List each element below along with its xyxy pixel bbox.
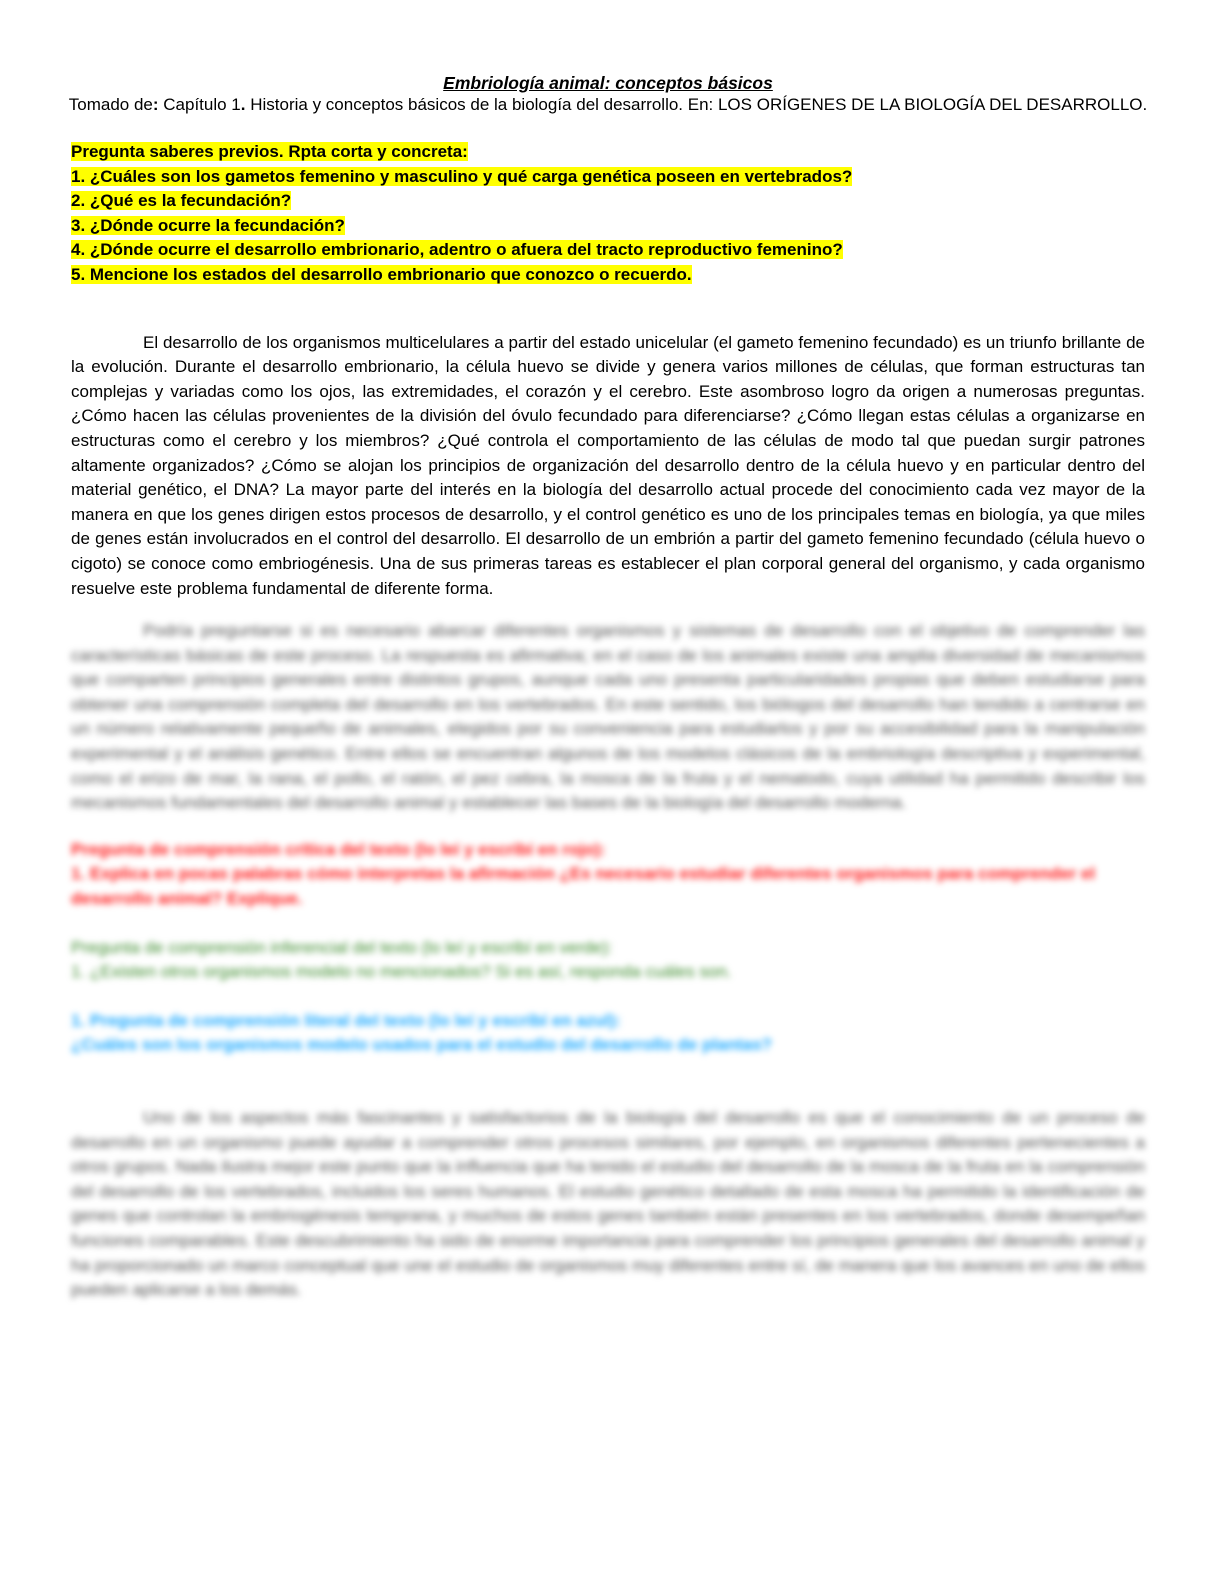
prior-knowledge-questions [71, 140, 1145, 288]
subtitle-prefix: Tomado de [68, 95, 153, 114]
question-item: 3. ¿Dónde ocurre la fecundación? [71, 215, 345, 235]
green-question-body: 1. ¿Existen otros organismos modelo no mencionados? Si es así, responda cuáles son. [71, 962, 732, 982]
blurred-red-question [71, 838, 1145, 912]
document-subtitle [41, 94, 1175, 116]
subtitle-chapter: Capítulo 1 [163, 95, 241, 114]
document-title: Embriología animal: conceptos básicos [443, 73, 773, 93]
red-question-header: Pregunta de comprensión crítica del texto (lo leí y escribí en rojo): [71, 839, 606, 859]
blurred-paragraph-2: Podría preguntarse si es necesario abarcar diferentes organismos y sistemas de desarrollo con el objetivo de comprender las características básicas de este proceso. La respuesta es afirmativa; en el caso de los animales existe una amplia diversidad de mecanismos que comparten principios generales entre distintos grupos, aunque cada uno presenta particularidades propias que deben estudiarse para obtener una comprensión completa del desarrollo en los vertebrados. En este sentido, los biólogos del desarrollo han tendido a centrarse en un número relativamente pequeño de animales, elegidos por su conveniencia para estudiarlos y por su accesibilidad para la manipulación experimental y el análisis genético. Entre ellos se encuentran algunos de los modelos clásicos de la embriología descriptiva y experimental, como el erizo de mar, la rana, el pollo, el ratón, el pez cebra, la mosca de la fruta y el nematodo, cuya utilidad ha permitido describir los mecanismos fundamentales del desarrollo animal y establecer las bases de la biología del desarrollo moderna. [71, 621, 1145, 813]
questions-header: Pregunta saberes previos. Rpta corta y concreta: [71, 142, 468, 161]
subtitle-rest: Historia y conceptos básicos de la biología del desarrollo. En: LOS ORÍGENES DE LA BIOLOGÍA DEL DESARROLLO. [245, 95, 1148, 114]
question-item: 1. ¿Cuáles son los gametos femenino y masculino y qué carga genética poseen en vertebrados? [71, 166, 853, 186]
question-item: 4. ¿Dónde ocurre el desarrollo embrionario, adentro o afuera del tracto reproductivo femenino? [71, 240, 843, 260]
blurred-blue-question [71, 1009, 1145, 1058]
blue-question-header: 1. Pregunta de comprensión literal del texto (lo leí y escribí en azul): [71, 1010, 621, 1030]
blurred-section-2 [71, 1106, 1145, 1303]
body-paragraph-1: El desarrollo de los organismos multicelulares a partir del estado unicelular (el gameto femenino fecundado) es un triunfo brillante de la evolución. Durante el desarrollo embrionario, la célula huevo se divide y genera varios millones de células, que forman estructuras tan complejas y variadas como los ojos, las extremidades, el corazón y el cerebro. Este asombroso logro da origen a numerosas preguntas. ¿Cómo hacen las células provenientes de la división del óvulo fecundado para diferenciarse? ¿Cómo llegan estas células a organizarse en estructuras como el cerebro y los miembros? ¿Qué controla el comportamiento de las células de modo tal que puedan surgir patrones altamente organizados? ¿Cómo se alojan los principios de organización del desarrollo dentro de la célula huevo y en particular dentro del material genético, el DNA? La mayor parte del interés en la biología del desarrollo actual procede del conocimiento cada vez mayor de la manera en que los genes dirigen estos procesos de desarrollo, y el control genético es uno de los principales temas en biología, ya que miles de genes están involucrados en el control del desarrollo. El desarrollo de un embrión a partir del gameto femenino fecundado (célula huevo o cigoto) se conoce como embriogénesis. Una de sus primeras tareas es establecer el plan corporal general del organismo, y cada organismo resuelve este problema fundamental de diferente forma. [71, 332, 1145, 598]
subtitle-colon: : [152, 95, 164, 114]
blue-question-body: ¿Cuáles son los organismos modelo usados para el estudio del desarrollo de plantas? [71, 1035, 772, 1055]
green-question-header: Pregunta de comprensión inferencial del texto (lo leí y escribí en verde): [71, 937, 613, 957]
document-page [68, 72, 1148, 1303]
blurred-paragraph-3: Uno de los aspectos más fascinantes y satisfactorios de la biología del desarrollo es que el conocimiento de un proceso de desarrollo en un organismo puede ayudar a comprender otros procesos similares, por ejemplo, en organismos diferentes pertenecientes a otros grupos. Nada ilustra mejor este punto que la influencia que ha tenido el estudio del desarrollo de la mosca de la fruta en la comprensión del desarrollo de los vertebrados, incluidos los seres humanos. El estudio genético detallado de esta mosca ha permitido la identificación de genes que controlan la embriogénesis temprana, y muchos de estos genes también están presentes en los vertebrados, donde desempeñan funciones comparables. Este descubrimiento ha sido de enorme importancia para comprender los principios generales del desarrollo animal y ha proporcionado un marco conceptual que une el estudio de organismos muy diferentes entre sí, de manera que los avances en uno de ellos pueden aplicarse a los demás. [71, 1108, 1145, 1300]
red-question-body: 1. Explica en pocas palabras cómo interpretas la afirmación ¿Es necesario estudiar diferentes organismos para comprender el desarrollo animal? Explique. [71, 864, 1096, 909]
blurred-green-question [71, 936, 1145, 985]
question-item: 2. ¿Qué es la fecundación? [71, 191, 292, 211]
question-item: 5. Mencione los estados del desarrollo embrionario que conozco o recuerdo. [71, 264, 692, 284]
blurred-section [71, 619, 1145, 816]
subtitle-dot: . [240, 95, 246, 114]
